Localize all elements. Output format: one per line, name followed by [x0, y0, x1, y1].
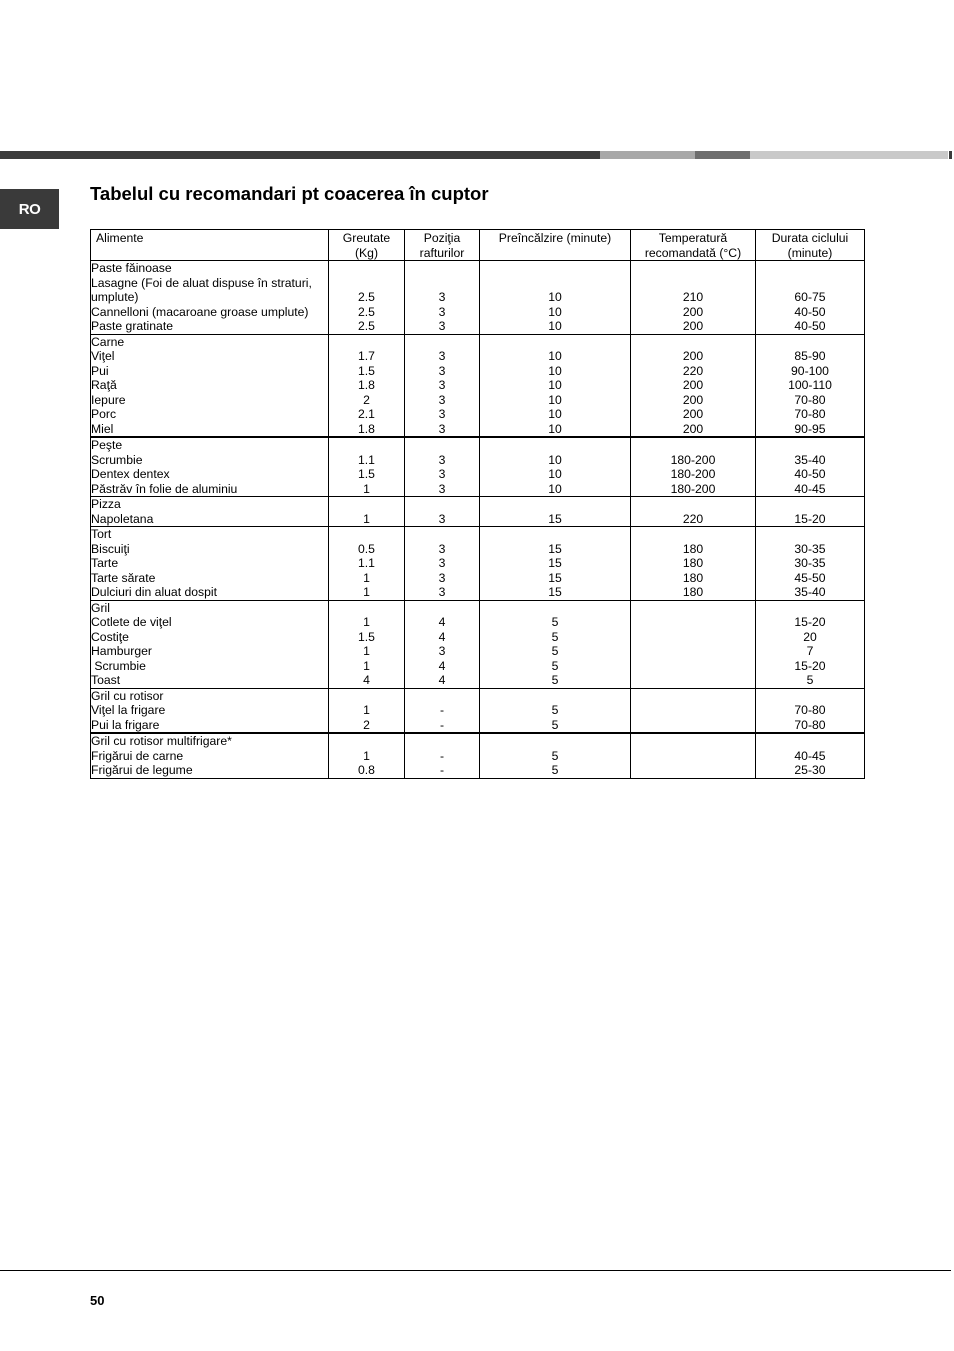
value-preheat: 5: [551, 763, 559, 777]
value-duration: 70-80: [794, 717, 826, 732]
value-duration: 85-90: [794, 349, 826, 363]
cell-duration: [756, 527, 865, 601]
value-duration: 40-45: [794, 481, 826, 496]
value-shelf: 3: [438, 392, 446, 407]
value-shelf: 3: [438, 556, 446, 570]
value-weight: 1: [363, 615, 370, 629]
value-weight: 1.5: [358, 363, 375, 378]
value-weight: 2.5: [358, 319, 375, 333]
value-weight: [329, 527, 404, 542]
value-temperature: 220: [682, 511, 704, 526]
column-header-shelf: Poziţia rafturilor: [405, 230, 480, 261]
value-weight: 2: [363, 717, 370, 732]
table-row: [91, 261, 865, 335]
food-item: Tort: [91, 527, 112, 541]
value-temperature: [631, 644, 755, 659]
value-shelf: 3: [438, 304, 446, 319]
value-preheat: 15: [548, 556, 562, 570]
cell-temperature: [631, 437, 756, 497]
value-temperature: [631, 703, 755, 718]
value-temperature: 220: [682, 363, 704, 378]
column-header-food: Alimente: [91, 230, 329, 261]
value-duration: 90-95: [794, 421, 826, 436]
value-temperature: [631, 601, 755, 616]
value-weight: 0.8: [358, 763, 375, 777]
cell-food: [91, 527, 329, 601]
value-preheat: 15: [548, 541, 562, 556]
food-item: Pui la frigare: [91, 717, 160, 732]
value-shelf: 3: [438, 349, 446, 363]
header-color-bar: [0, 151, 952, 159]
value-temperature: 200: [682, 319, 704, 333]
value-weight: 1.1: [358, 452, 375, 467]
cell-duration: [756, 261, 865, 335]
value-duration: [756, 527, 864, 542]
value-weight: 1: [363, 570, 370, 585]
food-group: [91, 527, 865, 601]
value-duration: 30-35: [794, 556, 826, 570]
value-preheat: 10: [548, 421, 562, 436]
food-item: Gril cu rotisor: [91, 688, 164, 703]
value-temperature: 210: [682, 290, 704, 304]
value-shelf: 3: [438, 467, 446, 481]
value-preheat: [480, 689, 630, 704]
value-temperature: [631, 276, 755, 291]
value-duration: 7: [806, 644, 814, 658]
cell-duration: [756, 334, 865, 437]
value-duration: [756, 734, 864, 749]
value-shelf: -: [439, 717, 445, 732]
value-preheat: 10: [548, 378, 562, 392]
food-item: Scrumbie: [91, 658, 146, 673]
value-temperature: 180: [682, 541, 704, 556]
cell-duration: [756, 733, 865, 778]
value-temperature: [631, 763, 755, 778]
column-header-duration: Durata ciclului (minute): [756, 230, 865, 261]
value-preheat: 5: [551, 615, 559, 629]
cell-food: [91, 688, 329, 733]
value-temperature: [631, 659, 755, 674]
cell-weight: [329, 733, 405, 778]
food-item: Tarte: [91, 556, 119, 570]
value-preheat: [480, 438, 630, 453]
value-shelf: 3: [438, 644, 446, 658]
value-temperature: [631, 718, 755, 733]
value-shelf: 3: [438, 363, 446, 378]
value-temperature: 180: [682, 585, 704, 599]
value-shelf: [405, 438, 479, 453]
value-temperature: [631, 497, 755, 512]
food-item: Gril: [91, 600, 110, 615]
value-weight: 1.1: [358, 556, 375, 570]
value-duration: [756, 497, 864, 512]
value-weight: 1: [363, 585, 370, 599]
value-weight: 1: [363, 644, 370, 658]
value-temperature: 200: [682, 421, 704, 436]
value-duration: 5: [806, 673, 814, 687]
food-item: Carne: [91, 334, 125, 349]
cell-duration: [756, 437, 865, 497]
header-bar-segment-light: [600, 151, 695, 159]
value-preheat: 10: [548, 452, 562, 467]
table-row: [91, 497, 865, 527]
value-preheat: [480, 601, 630, 616]
value-preheat: [480, 261, 630, 276]
table-row: [91, 600, 865, 688]
value-weight: 1: [363, 511, 370, 526]
value-temperature: [631, 615, 755, 630]
value-weight: 1: [363, 748, 370, 763]
value-temperature: [631, 749, 755, 764]
value-weight: 2.5: [358, 290, 375, 304]
food-item: Frigărui de carne: [91, 748, 184, 763]
value-temperature: [631, 527, 755, 542]
cell-duration: [756, 600, 865, 688]
food-item: Costiţe: [91, 629, 129, 644]
value-duration: 90-100: [791, 363, 829, 378]
value-weight: 1.7: [358, 349, 375, 363]
value-shelf: [405, 734, 479, 749]
value-shelf: [405, 335, 479, 350]
value-duration: 70-80: [794, 407, 826, 421]
cell-shelf: [405, 688, 480, 733]
value-temperature: 180: [682, 556, 704, 570]
table-row: [91, 688, 865, 733]
food-item: Porc: [91, 407, 117, 421]
value-preheat: 10: [548, 290, 562, 304]
cell-preheat: [480, 334, 631, 437]
table-row: [91, 334, 865, 437]
food-item: Tarte sărate: [91, 570, 156, 585]
value-preheat: [480, 527, 630, 542]
value-duration: [756, 438, 864, 453]
value-preheat: 15: [548, 585, 562, 599]
food-item: Peşte: [91, 438, 123, 452]
cell-shelf: [405, 600, 480, 688]
food-item: Viţel: [91, 349, 115, 363]
value-temperature: [631, 689, 755, 704]
cell-food: [91, 334, 329, 437]
value-shelf: 3: [438, 541, 446, 556]
food-item: Gril cu rotisor multifrigare*: [91, 734, 232, 748]
cell-food: [91, 261, 329, 335]
food-item: Pizza: [91, 497, 121, 511]
value-weight: 2.5: [358, 304, 375, 319]
food-group: [91, 261, 865, 335]
value-temperature: 180-200: [670, 467, 716, 481]
table-row: [91, 437, 865, 497]
value-temperature: 180: [682, 570, 704, 585]
value-weight: 1: [363, 481, 370, 496]
value-preheat: 5: [551, 658, 559, 673]
value-duration: 40-45: [794, 748, 826, 763]
food-item: Paste gratinate: [91, 319, 173, 333]
value-preheat: [480, 276, 630, 291]
value-weight: [329, 734, 404, 749]
food-item: Dentex dentex: [91, 467, 170, 481]
value-weight: 0.5: [358, 541, 375, 556]
food-item: Viţel la frigare: [91, 703, 166, 717]
value-shelf: 4: [438, 658, 446, 673]
value-preheat: 15: [548, 511, 562, 526]
value-shelf: -: [439, 763, 445, 777]
cell-preheat: [480, 497, 631, 527]
food-item: Cotlete de viţel: [91, 615, 172, 629]
value-weight: 1: [363, 703, 370, 717]
food-item: Pui: [91, 363, 109, 378]
cell-shelf: [405, 261, 480, 335]
cell-weight: [329, 527, 405, 601]
value-weight: 1: [363, 658, 370, 673]
value-duration: 70-80: [794, 392, 826, 407]
value-preheat: 10: [548, 467, 562, 481]
value-preheat: 5: [551, 629, 559, 644]
cell-shelf: [405, 497, 480, 527]
food-item: Biscuiţi: [91, 541, 130, 556]
value-duration: 20: [803, 629, 817, 644]
value-duration: 25-30: [794, 763, 826, 777]
value-duration: 70-80: [794, 703, 826, 717]
column-header-weight: Greutate (Kg): [329, 230, 405, 261]
value-shelf: [405, 689, 479, 704]
food-item: Cannelloni (macaroane groase umplute): [91, 304, 309, 319]
value-duration: 40-50: [794, 319, 826, 333]
value-shelf: 3: [438, 290, 446, 304]
value-weight: [329, 497, 404, 512]
table-row: [91, 527, 865, 601]
value-shelf: [405, 261, 479, 276]
value-weight: 1.5: [358, 467, 375, 481]
value-shelf: 3: [438, 421, 446, 436]
value-temperature: 180-200: [670, 481, 716, 496]
food-item: Păstrăv în folie de aluminiu: [91, 481, 238, 496]
food-group: [91, 437, 865, 497]
value-weight: [329, 438, 404, 453]
value-preheat: 10: [548, 392, 562, 407]
value-preheat: 10: [548, 319, 562, 333]
value-duration: 15-20: [794, 511, 826, 526]
cell-weight: [329, 600, 405, 688]
cell-food: [91, 497, 329, 527]
food-item: umplute): [91, 290, 139, 304]
value-duration: [756, 335, 864, 350]
value-weight: 1.5: [358, 629, 375, 644]
value-temperature: 200: [682, 304, 704, 319]
value-preheat: 10: [548, 481, 562, 496]
value-duration: 35-40: [794, 585, 826, 599]
value-weight: 2: [363, 392, 370, 407]
food-item: Miel: [91, 421, 114, 436]
food-item: Raţă: [91, 378, 117, 392]
value-shelf: 4: [438, 629, 446, 644]
cell-shelf: [405, 527, 480, 601]
footer-rule: [0, 1270, 951, 1271]
value-duration: 15-20: [794, 615, 826, 629]
value-weight: 1.8: [358, 421, 375, 436]
value-preheat: 5: [551, 673, 559, 687]
value-shelf: 3: [438, 511, 446, 526]
value-shelf: -: [439, 748, 445, 763]
value-duration: [756, 261, 864, 276]
value-preheat: [480, 335, 630, 350]
value-shelf: 3: [438, 570, 446, 585]
food-item: Lasagne (Foi de aluat dispuse în straturi,: [91, 275, 312, 290]
cell-temperature: [631, 527, 756, 601]
value-temperature: [631, 261, 755, 276]
cell-preheat: [480, 261, 631, 335]
value-weight: [329, 689, 404, 704]
food-group: [91, 733, 865, 778]
cell-preheat: [480, 437, 631, 497]
value-duration: 60-75: [794, 290, 826, 304]
value-preheat: [480, 497, 630, 512]
value-shelf: -: [439, 703, 445, 717]
value-shelf: 3: [438, 378, 446, 392]
column-header-preheat: Preîncălzire (minute): [480, 230, 631, 261]
food-item: Iepure: [91, 392, 126, 407]
value-duration: 100-110: [788, 378, 832, 392]
table-row: [91, 733, 865, 778]
cell-preheat: [480, 688, 631, 733]
value-temperature: 200: [682, 392, 704, 407]
value-duration: [756, 276, 864, 291]
value-duration: 15-20: [794, 658, 826, 673]
cell-preheat: [480, 733, 631, 778]
cell-food: [91, 733, 329, 778]
header-bar-segment-dark: [0, 151, 600, 159]
food-item: Dulciuri din aluat dospit: [91, 585, 218, 599]
value-shelf: 3: [438, 407, 446, 421]
food-item: Scrumbie: [91, 452, 143, 467]
cell-temperature: [631, 261, 756, 335]
value-weight: [329, 276, 404, 291]
value-shelf: 4: [438, 673, 446, 687]
value-preheat: 10: [548, 304, 562, 319]
value-temperature: [631, 335, 755, 350]
language-tab: RO: [0, 189, 59, 229]
value-shelf: 3: [438, 319, 446, 333]
value-shelf: [405, 497, 479, 512]
value-shelf: [405, 601, 479, 616]
value-weight: [329, 261, 404, 276]
value-preheat: 10: [548, 407, 562, 421]
header-bar-segment-end: [949, 151, 952, 159]
cell-preheat: [480, 600, 631, 688]
value-temperature: 200: [682, 378, 704, 392]
value-weight: 1.8: [358, 378, 375, 392]
cell-temperature: [631, 600, 756, 688]
cell-duration: [756, 688, 865, 733]
value-temperature: 200: [682, 349, 704, 363]
value-preheat: [480, 734, 630, 749]
value-duration: 45-50: [794, 570, 826, 585]
header-bar-segment-mid: [695, 151, 750, 159]
cell-food: [91, 437, 329, 497]
value-duration: 40-50: [794, 304, 826, 319]
value-duration: [756, 689, 864, 704]
value-preheat: 5: [551, 703, 559, 717]
value-preheat: 5: [551, 717, 559, 732]
cell-food: [91, 600, 329, 688]
value-shelf: 3: [438, 585, 446, 599]
cell-duration: [756, 497, 865, 527]
cell-weight: [329, 334, 405, 437]
value-temperature: 200: [682, 407, 704, 421]
value-temperature: [631, 438, 755, 453]
value-preheat: 5: [551, 644, 559, 658]
header-bar-segment-pale: [750, 151, 948, 159]
cell-shelf: [405, 437, 480, 497]
page-number: 50: [90, 1293, 105, 1308]
food-item: Frigărui de legume: [91, 763, 193, 777]
value-duration: 30-35: [794, 541, 826, 556]
food-group: [91, 688, 865, 733]
value-temperature: [631, 734, 755, 749]
value-temperature: 180-200: [670, 452, 716, 467]
food-group: [91, 600, 865, 688]
value-weight: [329, 335, 404, 350]
food-item: Napoletana: [91, 511, 154, 526]
cell-temperature: [631, 688, 756, 733]
value-shelf: [405, 276, 479, 291]
value-weight: [329, 601, 404, 616]
value-duration: [756, 601, 864, 616]
cell-preheat: [480, 527, 631, 601]
cell-weight: [329, 437, 405, 497]
column-header-temperature: Temperatură recomandată (°C): [631, 230, 756, 261]
value-duration: 35-40: [794, 452, 826, 467]
food-group: [91, 334, 865, 437]
value-preheat: 10: [548, 363, 562, 378]
food-item: Toast: [91, 673, 121, 687]
food-item: Paste făinoase: [91, 261, 172, 275]
value-preheat: 15: [548, 570, 562, 585]
food-group: [91, 497, 865, 527]
value-shelf: [405, 527, 479, 542]
cell-shelf: [405, 733, 480, 778]
value-shelf: 3: [438, 452, 446, 467]
food-item: Hamburger: [91, 644, 152, 658]
table-header: [91, 230, 865, 261]
value-shelf: 3: [438, 481, 446, 496]
cell-shelf: [405, 334, 480, 437]
value-temperature: [631, 630, 755, 645]
value-preheat: 10: [548, 349, 562, 363]
cell-weight: [329, 261, 405, 335]
cell-temperature: [631, 733, 756, 778]
value-weight: 2.1: [358, 407, 375, 421]
baking-recommendations-table: [90, 229, 865, 779]
cell-weight: [329, 497, 405, 527]
cell-temperature: [631, 497, 756, 527]
value-duration: 40-50: [794, 467, 826, 481]
value-preheat: 5: [551, 748, 559, 763]
value-shelf: 4: [438, 615, 446, 629]
cell-weight: [329, 688, 405, 733]
cell-temperature: [631, 334, 756, 437]
value-temperature: [631, 673, 755, 688]
page-title: Tabelul cu recomandari pt coacerea în cuptor: [90, 183, 489, 204]
value-weight: 4: [363, 673, 370, 687]
